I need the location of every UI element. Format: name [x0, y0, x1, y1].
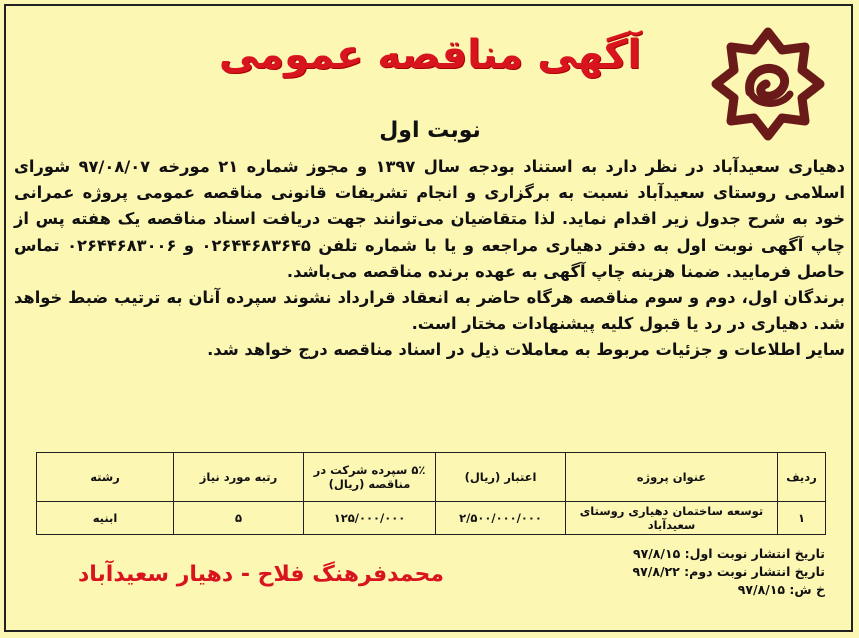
ad-subtitle: نوبت اول: [379, 118, 481, 143]
body-paragraph-1: دهیاری سعیدآباد در نظر دارد به استناد بودجه سال ۱۳۹۷ و مجوز شماره ۲۱ مورخه ۹۷/۰۸/۰۷ شورای اسلامی روستای سعیدآباد نسبت به برگزاری و انجام تشریفات قانونی مناقصه عمومی پروژه عمرانی خود به شرح جدول زیر اقدام نماید. لذا متقاضیان می‌توانند جهت دریافت اسناد مناقصه یک هفته پس از چاپ آگهی نوبت اول به دفتر دهیاری مراجعه و یا با شماره تلفن ۰۲۶۴۴۶۸۳۶۴۵ و ۰۲۶۴۴۶۸۳۰۰۶ تماس حاصل فرمایید. ضمنا هزینه چاپ آگهی به عهده برنده مناقصه می‌باشد.: [14, 157, 845, 281]
ad-code: خ ش: ۹۷/۸/۱۵: [737, 582, 825, 597]
ad-body: [14, 154, 845, 364]
first-publication-date: تاریخ انتشار نوبت اول: ۹۷/۸/۱۵: [632, 546, 825, 561]
second-publication-date: تاریخ انتشار نوبت دوم: ۹۷/۸/۲۲: [632, 564, 825, 579]
table-header-row: [37, 453, 826, 502]
publication-dates: [600, 545, 825, 599]
header-deposit: ۵٪ سپرده شرکت در مناقصه (ریال): [304, 453, 436, 502]
rural-council-star-logo-icon: [694, 24, 842, 142]
header-field: رشته: [37, 453, 174, 502]
body-paragraph-3: سایر اطلاعات و جزئیات مربوط به معاملات ذیل در اسناد مناقصه درج خواهد شد.: [207, 340, 845, 360]
header-required-grade: رتبه مورد نیاز: [174, 453, 304, 502]
cell-field: ابنیه: [37, 502, 174, 535]
cell-deposit: ۱۲۵/۰۰۰/۰۰۰: [304, 502, 436, 535]
signature: محمدفرهنگ فلاح - دهیار سعیدآباد: [77, 562, 445, 587]
cell-budget: ۲/۵۰۰/۰۰۰/۰۰۰: [436, 502, 566, 535]
tender-table: [36, 452, 826, 535]
cell-row-number: ۱: [778, 502, 826, 535]
table-row: [37, 502, 826, 535]
body-paragraph-2: برندگان اول، دوم و سوم مناقصه هرگاه حاضر به انعقاد قرارداد نشوند سپرده آنان به ترتیب ضبط خواهد شد. دهیاری در رد یا قبول کلیه پیشنهادات مختار است.: [14, 288, 845, 334]
ad-title: آگهی مناقصه عمومی: [218, 32, 642, 78]
cell-project-title: توسعه ساختمان دهیاری روستای سعیدآباد: [566, 502, 778, 535]
header-budget: اعتبار (ریال): [436, 453, 566, 502]
header-row-number: ردیف: [778, 453, 826, 502]
cell-required-grade: ۵: [174, 502, 304, 535]
header-project-title: عنوان پروژه: [566, 453, 778, 502]
